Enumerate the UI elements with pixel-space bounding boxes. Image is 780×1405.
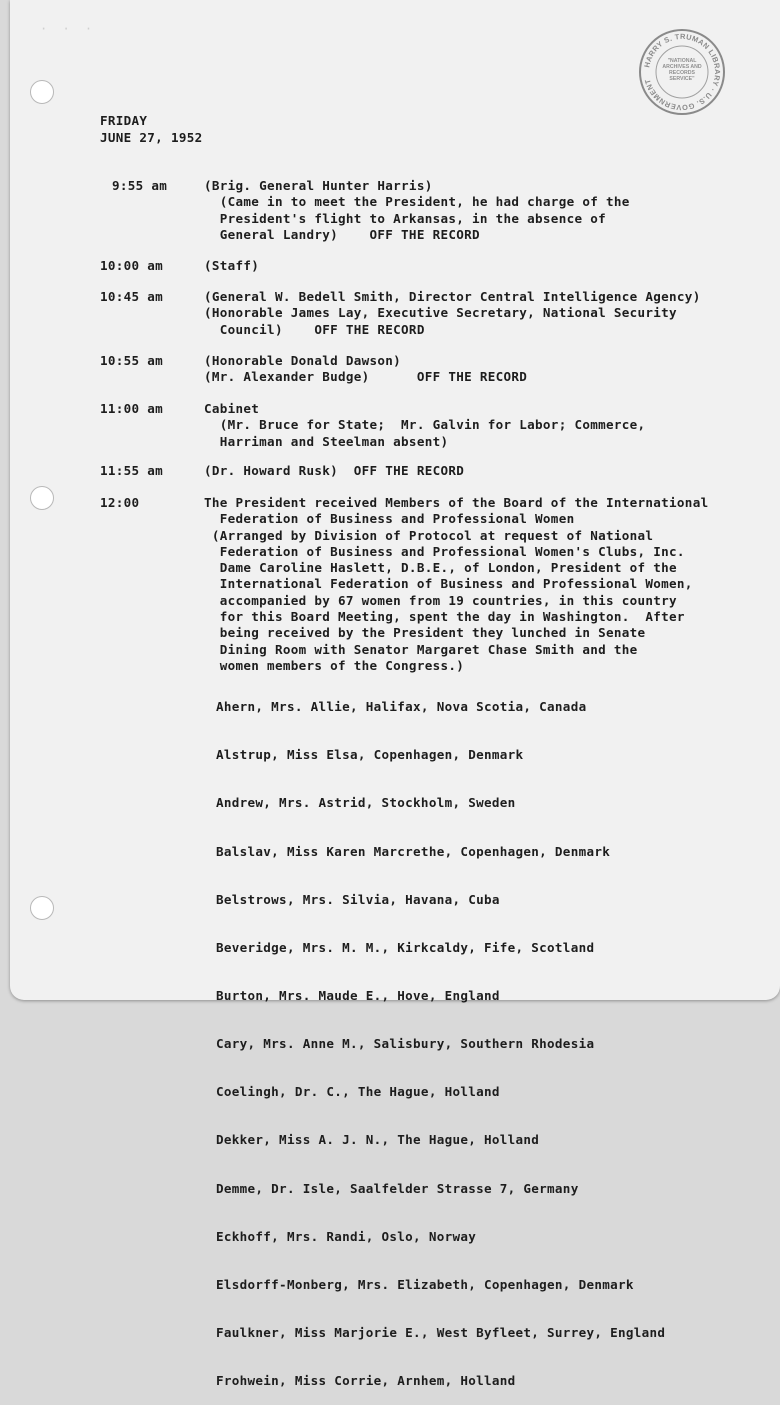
stamp-ring-text: HARRY S. TRUMAN LIBRARY · U.S. GOVERNMENT xyxy=(642,31,723,113)
header-date: JUNE 27, 1952 xyxy=(100,130,203,145)
attendee-item: Faulkner, Miss Marjorie E., West Byfleet, Surrey, England xyxy=(216,1324,666,1340)
attendee-item: Demme, Dr. Isle, Saalfelder Strasse 7, Germany xyxy=(216,1180,579,1196)
attendee-item: Belstrows, Mrs. Silvia, Havana, Cuba xyxy=(216,891,500,907)
attendee-item: Burton, Mrs. Maude E., Hove, England xyxy=(216,987,500,1003)
entry-time: 11:00 am xyxy=(100,401,164,416)
attendee-item: Andrew, Mrs. Astrid, Stockholm, Sweden xyxy=(216,795,516,811)
entry-text: Cabinet (Mr. Bruce for State; Mr. Galvin for Labor; Commerce, Harriman and Steelman absent) xyxy=(204,401,646,449)
attendee-item: Frohwein, Miss Corrie, Arnhem, Holland xyxy=(216,1373,516,1389)
attendee-item: Dekker, Miss A. J. N., The Hague, Holland xyxy=(216,1132,540,1148)
truman-library-stamp xyxy=(638,28,726,116)
attendee-item: Elsdorff-Monberg, Mrs. Elizabeth, Copenhagen, Denmark xyxy=(216,1276,634,1292)
entry-time: 12:00 xyxy=(100,495,140,510)
attendee-item: Eckhoff, Mrs. Randi, Oslo, Norway xyxy=(216,1228,477,1244)
entry-text: (Brig. General Hunter Harris) (Came in to meet the President, he had charge of the President's flight to Arkansas, in the absence of General Landry) OFF THE RECORD xyxy=(204,178,630,242)
attendee-item: Ahern, Mrs. Allie, Halifax, Nova Scotia, Canada xyxy=(216,699,587,715)
attendee-item: Alstrup, Miss Elsa, Copenhagen, Denmark xyxy=(216,747,524,763)
binder-hole-bottom xyxy=(30,896,54,920)
attendee-item: Cary, Mrs. Anne M., Salisbury, Southern Rhodesia xyxy=(216,1036,595,1052)
header-day: FRIDAY xyxy=(100,113,148,128)
binder-hole-middle xyxy=(30,486,54,510)
binder-hole-top xyxy=(30,80,54,104)
entry-text: (Staff) xyxy=(204,258,260,273)
entry-text: (Honorable Donald Dawson) (Mr. Alexander Budge) OFF THE RECORD xyxy=(204,353,528,385)
entry-time: 9:55 am xyxy=(112,178,168,193)
attendee-item: Coelingh, Dr. C., The Hague, Holland xyxy=(216,1084,500,1100)
stamp-center-text: "NATIONAL ARCHIVES AND RECORDS SERVICE" xyxy=(662,58,702,82)
faint-bleed-through: · · · xyxy=(40,22,97,36)
entry-text: (Dr. Howard Rusk) OFF THE RECORD xyxy=(204,463,465,478)
attendee-item: Balslav, Miss Karen Marcrethe, Copenhagen, Denmark xyxy=(216,843,611,859)
entry-text: (General W. Bedell Smith, Director Central Intelligence Agency) (Honorable James Lay, Executive Secretary, National Security Council) OFF THE RECORD xyxy=(204,289,701,337)
entry-time: 10:00 am xyxy=(100,258,164,273)
attendee-list xyxy=(216,667,665,1405)
entry-time: 10:45 am xyxy=(100,289,164,304)
entry-text: The President received Members of the Board of the International Federation of Business and Professional Women (Arranged by Division of Protocol at request of National Federation of Business and Professional Women's Clubs, Inc. Dame Caroline Haslett, D.B.E., of London, President of the International Federation of Business and Professional Women, accompanied by 67 women from 19 countries, in this country for this Board Meeting, spent the day in Washington. After being received by the President they lunched in Senate Dining Room with Senator Margaret Chase Smith and the women members of the Congress.) xyxy=(204,495,709,673)
attendee-item: Beveridge, Mrs. M. M., Kirkcaldy, Fife, Scotland xyxy=(216,939,595,955)
entry-time: 11:55 am xyxy=(100,463,164,478)
entry-time: 10:55 am xyxy=(100,353,164,368)
